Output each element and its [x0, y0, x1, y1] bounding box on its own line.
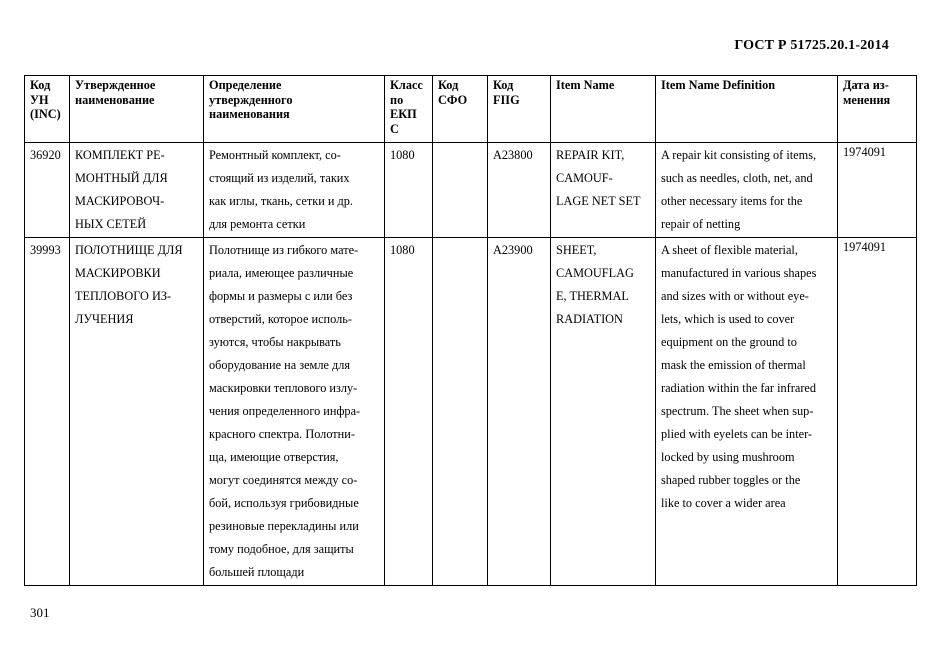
cell-text-line: резиновые перекладины или — [209, 519, 359, 533]
cell-inc-code — [25, 143, 70, 238]
cell-text-line: LAGE NET SET — [556, 194, 641, 208]
cell-definition — [204, 143, 385, 238]
cell-text-line: красного спектра. Полотни- — [209, 427, 355, 441]
cell-text: 1080 — [390, 148, 415, 162]
cell-text-line: CAMOUF- — [556, 171, 613, 185]
header-text-line: Item Name — [556, 78, 615, 92]
col-header-item-name-definition — [656, 76, 838, 143]
header-text-line: наименования — [209, 107, 290, 121]
cell-text — [438, 240, 483, 263]
cell-text: 39993 — [30, 243, 61, 257]
cell-text-line: ТЕПЛОВОГО ИЗ- — [75, 289, 172, 303]
cell-class — [385, 238, 433, 586]
cell-text-line: НЫХ СЕТЕЙ — [75, 217, 147, 231]
cell-text-line: mask the emission of thermal — [661, 358, 806, 372]
cell-item-name — [551, 238, 656, 586]
cell-text-line: Ремонтный комплект, со- — [209, 148, 341, 162]
cell-fiig — [488, 238, 551, 586]
header-text-line: (INC) — [30, 107, 61, 121]
cell-text-line: отверстий, которое исполь- — [209, 312, 352, 326]
document-standard-code: ГОСТ Р 51725.20.1-2014 — [734, 38, 889, 53]
header-text-line: FIIG — [493, 92, 520, 107]
cell-item-name-definition — [656, 143, 838, 238]
cell-text: 1974091 — [843, 145, 887, 159]
cell-sfo — [433, 238, 488, 586]
cell-text-line: plied with eyelets can be inter- — [661, 427, 813, 441]
cell-text-line: RADIATION — [556, 312, 623, 326]
cell-item-name-definition — [656, 238, 838, 586]
page-number: 301 — [30, 605, 50, 620]
cell-text-line: тому подобное, для защиты — [209, 542, 354, 556]
cell-text: 1974091 — [843, 240, 887, 254]
cell-text: 1080 — [390, 243, 415, 257]
cell-text-line: большей площади — [209, 565, 305, 579]
cell-text-line: стоящий из изделий, таких — [209, 171, 350, 185]
cell-inc-code — [25, 238, 70, 586]
header-text-line: Код — [438, 78, 459, 92]
cell-class — [385, 143, 433, 238]
cell-text-line: зуются, чтобы накрывать — [209, 335, 341, 349]
cell-definition — [204, 238, 385, 586]
cell-text-line: SHEET, — [556, 243, 597, 257]
cell-item-name — [551, 143, 656, 238]
table-row — [25, 238, 917, 586]
col-header-approved-name — [70, 76, 204, 143]
catalog-table — [24, 75, 917, 586]
header-text-line: СФО — [438, 92, 468, 107]
cell-change-date — [838, 143, 917, 238]
header-text-line: С — [390, 121, 399, 136]
header-text-line: по — [390, 92, 404, 107]
cell-text-line: Полотнище из гибкого мате- — [209, 243, 359, 257]
cell-text-line: spectrum. The sheet when sup- — [661, 404, 814, 418]
header-text-line: ЕКП — [390, 107, 417, 121]
header-text-line: Код — [30, 78, 51, 92]
table-row — [25, 143, 917, 238]
cell-text: 36920 — [30, 148, 61, 162]
header-text-line: наименование — [75, 92, 155, 107]
header-text-line: Item Name Definition — [661, 78, 776, 92]
cell-text-line: МАСКИРОВКИ — [75, 266, 161, 280]
cell-text-line: МАСКИРОВОЧ- — [75, 194, 165, 208]
cell-text-line: such as needles, cloth, net, and — [661, 171, 813, 185]
header-text-line: УН — [30, 92, 49, 107]
cell-text-line: как иглы, ткань, сетки и др. — [209, 194, 354, 208]
header-text-line: Код — [493, 78, 514, 92]
cell-text-line: КОМПЛЕКТ РЕ- — [75, 148, 165, 162]
cell-text-line: маскировки теплового излу- — [209, 381, 358, 395]
header-text-line: Утвержденное — [75, 78, 156, 92]
cell-text-line: manufactured in various shapes — [661, 266, 817, 280]
cell-fiig — [488, 143, 551, 238]
cell-sfo — [433, 143, 488, 238]
cell-text-line: and sizes with or without eye- — [661, 289, 809, 303]
header-text-line: менения — [843, 92, 891, 107]
cell-text-line: ща, имеющие отверстия, — [209, 450, 339, 464]
cell-change-date — [838, 238, 917, 586]
col-header-inc — [25, 76, 70, 143]
cell-text: A23900 — [493, 243, 533, 257]
cell-text-line: radiation within the far infrared — [661, 381, 817, 395]
header-text-line: Дата из- — [843, 78, 889, 92]
cell-text-line: other necessary items for the — [661, 194, 803, 208]
cell-text-line: repair of netting — [661, 217, 741, 231]
cell-text-line: A sheet of flexible material, — [661, 243, 798, 257]
col-header-definition — [204, 76, 385, 143]
col-header-change-date — [838, 76, 917, 143]
cell-approved-name — [70, 143, 204, 238]
cell-text-line: чения определенного инфра- — [209, 404, 361, 418]
cell-text-line: бой, используя грибовидные — [209, 496, 359, 510]
cell-text-line: оборудование на земле для — [209, 358, 351, 372]
cell-text: A23800 — [493, 148, 533, 162]
cell-text — [438, 145, 483, 168]
col-header-sfo — [433, 76, 488, 143]
cell-text-line: A repair kit consisting of items, — [661, 148, 817, 162]
cell-text-line: equipment on the ground to — [661, 335, 797, 349]
cell-text-line: lets, which is used to cover — [661, 312, 795, 326]
cell-text-line: формы и размеры с или без — [209, 289, 353, 303]
header-text-line: Класс — [390, 78, 423, 92]
cell-text-line: locked by using mushroom — [661, 450, 795, 464]
cell-text-line: МОНТНЫЙ ДЛЯ — [75, 171, 168, 185]
cell-text-line: для ремонта сетки — [209, 217, 306, 231]
table-header-row — [25, 76, 917, 143]
header-text-line: Определение — [209, 78, 282, 92]
cell-text-line: ПОЛОТНИЩЕ ДЛЯ — [75, 243, 183, 257]
col-header-fiig — [488, 76, 551, 143]
col-header-item-name — [551, 76, 656, 143]
cell-text-line: REPAIR KIT, — [556, 148, 625, 162]
cell-text-line: like to cover a wider area — [661, 496, 786, 510]
cell-text-line: риала, имеющее различные — [209, 266, 354, 280]
cell-text-line: могут соединятся между со- — [209, 473, 358, 487]
header-text-line: утвержденного — [209, 92, 293, 107]
cell-text-line: E, THERMAL — [556, 289, 629, 303]
cell-approved-name — [70, 238, 204, 586]
cell-text-line: CAMOUFLAG — [556, 266, 634, 280]
cell-text-line: shaped rubber toggles or the — [661, 473, 801, 487]
cell-text-line: ЛУЧЕНИЯ — [75, 312, 134, 326]
col-header-class — [385, 76, 433, 143]
